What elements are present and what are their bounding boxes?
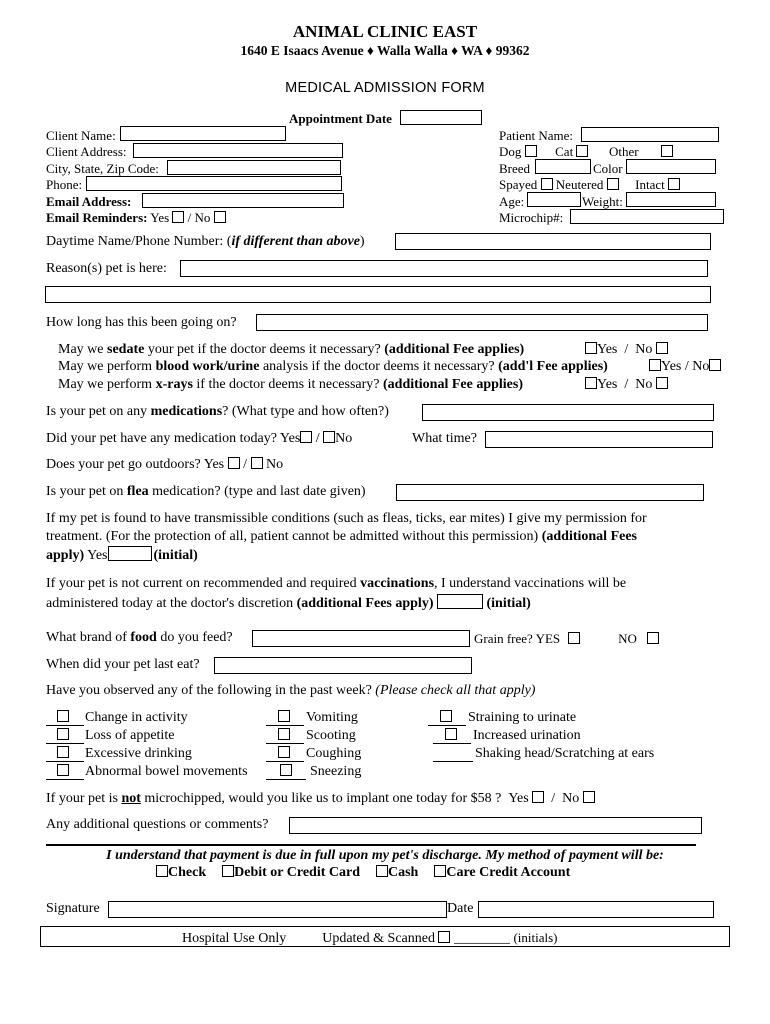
daytime-label-close: ) xyxy=(359,234,365,249)
how-long-label: How long has this been going on? xyxy=(46,315,237,330)
grain-free-yes-checkbox[interactable] xyxy=(568,632,580,644)
symptom-underline xyxy=(266,725,304,726)
outdoors-yes-checkbox[interactable] xyxy=(228,457,240,469)
symptom-label: Coughing xyxy=(306,746,362,761)
symptom-underline xyxy=(46,725,84,726)
phone-label: Phone: xyxy=(46,177,83,192)
med-today-no-label: No xyxy=(335,431,353,446)
transmissible-line-1: If my pet is found to have transmissible conditions (such as fleas, ticks, ear mites) I give my permission for xyxy=(46,511,647,526)
weight-field[interactable] xyxy=(626,192,716,207)
meds-pre: Is your pet on any xyxy=(46,404,151,419)
microchip-field[interactable] xyxy=(570,209,724,224)
symptom-sneezing xyxy=(266,764,361,780)
dog-checkbox[interactable] xyxy=(525,145,537,157)
email-reminders-row xyxy=(46,210,226,226)
signature-label: Signature xyxy=(46,901,100,916)
blood-fee: (add'l Fee applies) xyxy=(498,359,608,374)
symptom-label: Increased urination xyxy=(473,728,581,743)
observed-note: (Please check all that apply) xyxy=(375,683,536,698)
symptom-underline xyxy=(428,725,466,726)
sedate-fee: (additional Fee applies) xyxy=(384,342,525,357)
chip-no-label: No xyxy=(562,791,580,806)
reason-label: Reason(s) pet is here: xyxy=(46,261,167,276)
symptom-underline xyxy=(46,761,84,762)
symptom-straining xyxy=(428,710,576,726)
outdoors-no-label: No xyxy=(266,457,284,472)
what-time-label: What time? xyxy=(412,431,477,446)
weight-label: Weight: xyxy=(582,194,623,209)
client-address-field[interactable] xyxy=(133,143,343,158)
symptom-checkbox[interactable] xyxy=(278,728,290,740)
blood-post: analysis if the doctor deems it necessary? xyxy=(259,359,499,374)
food-post: do you feed? xyxy=(156,630,233,645)
reminders-no-label: No xyxy=(194,210,211,225)
observed-question xyxy=(46,683,535,699)
patient-name-label: Patient Name: xyxy=(499,128,574,143)
chip-post: microchipped, would you like us to implant one today for $58 ? xyxy=(140,791,502,806)
transmissible-3b: Yes xyxy=(84,548,108,563)
city-state-zip-field[interactable] xyxy=(167,160,341,175)
meds-post: ? (What type and how often?) xyxy=(222,404,389,419)
bloodwork-question xyxy=(58,359,608,375)
appointment-date-field[interactable] xyxy=(400,110,482,125)
symptom-shaking-head xyxy=(433,746,654,762)
sedate-bold: sedate xyxy=(107,342,145,357)
dog-label: Dog xyxy=(499,144,522,159)
last-eat-field[interactable] xyxy=(214,657,472,674)
symptom-checkbox[interactable] xyxy=(57,746,69,758)
other-checkbox[interactable] xyxy=(661,145,673,157)
date-field[interactable] xyxy=(478,901,714,918)
email-field[interactable] xyxy=(142,193,344,208)
vacc-2b: (additional Fees apply) xyxy=(296,596,434,611)
symptom-coughing xyxy=(266,746,361,762)
daytime-contact-label xyxy=(46,234,365,250)
med-today-label: Did your pet have any medication today? Yes xyxy=(46,431,301,446)
additional-comments-label: Any additional questions or comments? xyxy=(46,817,269,832)
email-reminders-label: Email Reminders: xyxy=(46,210,148,225)
cash-checkbox[interactable] xyxy=(376,865,388,877)
clinic-address: 1640 E Isaacs Avenue ♦ Walla Walla ♦ WA ♦ 99362 xyxy=(240,43,530,58)
symptom-underline xyxy=(46,779,84,780)
xray-yes-checkbox[interactable] xyxy=(585,377,597,389)
symptom-label: Straining to urinate xyxy=(468,710,577,725)
reason-field-1[interactable] xyxy=(180,260,708,277)
species-row xyxy=(499,144,673,160)
bloodwork-options: Yes / No xyxy=(649,359,721,375)
reminders-yes-label: Yes xyxy=(150,210,170,225)
xray-question xyxy=(58,377,523,393)
med-today-no-checkbox[interactable] xyxy=(323,431,335,443)
symptom-label: Abnormal bowel movements xyxy=(85,764,248,779)
sedate-yes-checkbox[interactable] xyxy=(585,342,597,354)
symptom-underline xyxy=(433,743,471,744)
additional-comments-field[interactable] xyxy=(289,817,702,834)
microchip-question: If your pet is not microchipped, would you like us to implant one today for $58 ? Yes / No xyxy=(46,791,595,807)
meds-bold: medications xyxy=(150,404,223,419)
symptom-checkbox[interactable] xyxy=(57,764,69,776)
sedate-pre: May we xyxy=(58,342,107,357)
sedate-question xyxy=(58,342,524,358)
clinic-name: ANIMAL CLINIC EAST xyxy=(292,22,478,41)
microchip-label: Microchip#: xyxy=(499,210,564,225)
symptom-checkbox[interactable] xyxy=(440,710,452,722)
xray-yes-label: Yes xyxy=(597,377,618,392)
chip-no-checkbox[interactable] xyxy=(583,791,595,803)
daytime-label-text: Daytime Name/Phone Number: ( xyxy=(46,234,232,249)
vaccination-initial-field[interactable] xyxy=(437,594,483,609)
food-bold: food xyxy=(130,630,157,645)
symptom-underline xyxy=(266,779,306,780)
appointment-date-label: Appointment Date xyxy=(289,111,392,126)
daytime-label-note: if different than above xyxy=(231,234,360,249)
transmissible-initial-label: (initial) xyxy=(153,548,198,563)
check-checkbox[interactable] xyxy=(156,865,168,877)
transmissible-3a: apply) xyxy=(46,548,85,563)
med-today-question: Did your pet have any medication today? Yes / No xyxy=(46,431,353,446)
neutered-checkbox[interactable] xyxy=(607,178,619,190)
grain-free-row xyxy=(474,631,659,647)
symptom-underline xyxy=(266,743,304,744)
symptom-underline xyxy=(266,761,304,762)
signature-field[interactable] xyxy=(108,901,447,918)
initials-blank[interactable]: ________ xyxy=(453,931,510,946)
breed-field[interactable] xyxy=(535,159,591,174)
email-label: Email Address: xyxy=(46,194,132,209)
xray-no-label: No xyxy=(635,377,653,392)
date-label: Date xyxy=(447,901,474,916)
flea-pre: Is your pet on xyxy=(46,484,127,499)
xray-no-checkbox[interactable] xyxy=(656,377,668,389)
symptom-vomiting xyxy=(266,710,358,726)
blood-bold: blood work/urine xyxy=(155,359,260,374)
blood-pre: May we perform xyxy=(58,359,156,374)
updated-scanned-checkbox[interactable] xyxy=(438,931,450,943)
symptom-checkbox[interactable] xyxy=(280,764,292,776)
symptom-change-activity xyxy=(46,710,188,726)
transmissible-line-3 xyxy=(46,546,198,564)
breed-label: Breed xyxy=(499,161,531,176)
vacc-1a: If your pet is not current on recommended and required xyxy=(46,576,361,591)
client-name-label: Client Name: xyxy=(46,128,116,143)
blood-no-checkbox[interactable] xyxy=(709,359,721,371)
payment-options xyxy=(156,865,570,881)
form-title: MEDICAL ADMISSION FORM xyxy=(285,80,485,96)
care-credit-label: Care Credit Account xyxy=(446,865,571,880)
symptom-label: Change in activity xyxy=(85,710,188,725)
symptom-checkbox[interactable] xyxy=(278,710,290,722)
symptom-checkbox[interactable] xyxy=(57,728,69,740)
section-divider xyxy=(46,844,696,846)
payment-statement: I understand that payment is due in full upon my pet's discharge. My method of payment will be: xyxy=(106,848,664,863)
daytime-contact-field[interactable] xyxy=(395,233,711,250)
what-time-field[interactable] xyxy=(485,431,713,448)
xray-fee: (additional Fee applies) xyxy=(383,377,524,392)
outdoors-question: Does your pet go outdoors? Yes / No xyxy=(46,457,284,472)
color-field[interactable] xyxy=(626,159,716,174)
med-today-yes-checkbox[interactable] xyxy=(300,431,312,443)
flea-bold: flea xyxy=(126,484,149,499)
symptom-label: Excessive drinking xyxy=(85,746,192,761)
food-question xyxy=(46,630,233,646)
vacc-1b: vaccinations xyxy=(360,576,435,591)
spayed-label: Spayed xyxy=(499,177,538,192)
grain-no-label: NO xyxy=(618,631,637,646)
intact-checkbox[interactable] xyxy=(668,178,680,190)
symptom-label: Loss of appetite xyxy=(85,728,175,743)
hospital-use-row xyxy=(182,930,558,947)
intact-label: Intact xyxy=(635,177,665,192)
symptom-checkbox[interactable] xyxy=(445,728,457,740)
xray-pre: May we perform xyxy=(58,377,156,392)
cat-checkbox[interactable] xyxy=(576,145,588,157)
sedate-yes-label: Yes xyxy=(597,342,618,357)
blood-yes-label: Yes xyxy=(661,359,682,374)
symptom-increased-urination xyxy=(433,728,581,744)
flea-question xyxy=(46,484,366,500)
debit-credit-label: Debit or Credit Card xyxy=(234,865,360,880)
sedate-no-checkbox[interactable] xyxy=(656,342,668,354)
reminders-yes-checkbox[interactable] xyxy=(172,211,184,223)
xray-bold: x-rays xyxy=(155,377,193,392)
grain-free-no-checkbox[interactable] xyxy=(647,632,659,644)
outdoors-no-checkbox[interactable] xyxy=(251,457,263,469)
reminders-slash: / xyxy=(187,210,192,225)
hospital-use-label: Hospital Use Only xyxy=(182,931,287,946)
age-label: Age: xyxy=(499,194,525,209)
last-eat-label: When did your pet last eat? xyxy=(46,657,200,672)
vacc-2a: administered today at the doctor's discretion xyxy=(46,596,297,611)
symptom-excessive-drinking xyxy=(46,746,192,762)
symptom-checkbox[interactable] xyxy=(278,746,290,758)
cash-label: Cash xyxy=(387,865,419,880)
phone-field[interactable] xyxy=(86,176,342,191)
chip-not: not xyxy=(121,791,141,806)
symptom-scooting xyxy=(266,728,356,744)
medications-field[interactable] xyxy=(422,404,714,421)
symptom-underline xyxy=(46,743,84,744)
flea-field[interactable] xyxy=(396,484,704,501)
outdoors-label: Does your pet go outdoors? Yes xyxy=(46,457,225,472)
sedate-post: your pet if the doctor deems it necessary? xyxy=(144,342,385,357)
vaccination-line-2 xyxy=(46,594,531,612)
patient-name-field[interactable] xyxy=(581,127,719,142)
client-address-label: Client Address: xyxy=(46,144,127,159)
sex-status-row xyxy=(499,177,680,193)
medications-question xyxy=(46,404,389,420)
symptom-label: Sneezing xyxy=(310,764,362,779)
xray-options: Yes / No xyxy=(585,377,668,393)
check-label: Check xyxy=(168,865,207,880)
vaccination-line-1 xyxy=(46,576,626,592)
how-long-field[interactable] xyxy=(256,314,708,331)
spayed-checkbox[interactable] xyxy=(541,178,553,190)
symptom-loss-appetite xyxy=(46,728,174,744)
xray-post: if the doctor deems it necessary? xyxy=(192,377,383,392)
transmissible-line-2 xyxy=(46,529,637,545)
blood-no-label: No xyxy=(692,359,710,374)
age-field[interactable] xyxy=(527,192,581,207)
vaccination-initial-label: (initial) xyxy=(486,596,531,611)
observed-label: Have you observed any of the following in the past week? xyxy=(46,683,376,698)
grain-free-label: Grain free? YES xyxy=(474,631,561,646)
symptom-abnormal-bowel xyxy=(46,764,248,780)
cat-label: Cat xyxy=(555,144,574,159)
vacc-1c: , I understand vaccinations will be xyxy=(434,576,627,591)
updated-scanned-label: Updated & Scanned xyxy=(322,931,435,946)
other-label: Other xyxy=(608,144,639,159)
blood-yes-checkbox[interactable] xyxy=(649,359,661,371)
transmissible-2b: (additional Fees xyxy=(541,529,637,544)
symptom-label: Scooting xyxy=(306,728,356,743)
chip-pre: If your pet is xyxy=(46,791,122,806)
reason-field-2[interactable] xyxy=(45,286,711,303)
debit-credit-checkbox[interactable] xyxy=(222,865,234,877)
transmissible-initial-field[interactable] xyxy=(108,546,152,561)
neutered-label: Neutered xyxy=(555,177,604,192)
transmissible-2a: treatment. (For the protection of all, patient cannot be admitted without this permission) xyxy=(46,529,542,544)
symptom-underline[interactable] xyxy=(433,761,473,762)
reminders-no-checkbox[interactable] xyxy=(214,211,226,223)
symptom-label: Shaking head/Scratching at ears xyxy=(475,746,655,761)
food-pre: What brand of xyxy=(46,630,131,645)
color-label: Color xyxy=(593,161,623,176)
chip-yes-checkbox[interactable] xyxy=(532,791,544,803)
chip-yes-label: Yes xyxy=(508,791,529,806)
food-brand-field[interactable] xyxy=(252,630,470,647)
care-credit-checkbox[interactable] xyxy=(434,865,446,877)
symptom-checkbox[interactable] xyxy=(57,710,69,722)
client-name-field[interactable] xyxy=(120,126,286,141)
flea-post: medication? (type and last date given) xyxy=(148,484,366,499)
sedate-options: Yes / No xyxy=(585,342,668,358)
symptom-label: Vomiting xyxy=(306,710,358,725)
sedate-no-label: No xyxy=(635,342,653,357)
city-state-zip-label: City, State, Zip Code: xyxy=(46,161,159,176)
initials-label: (initials) xyxy=(513,930,558,945)
